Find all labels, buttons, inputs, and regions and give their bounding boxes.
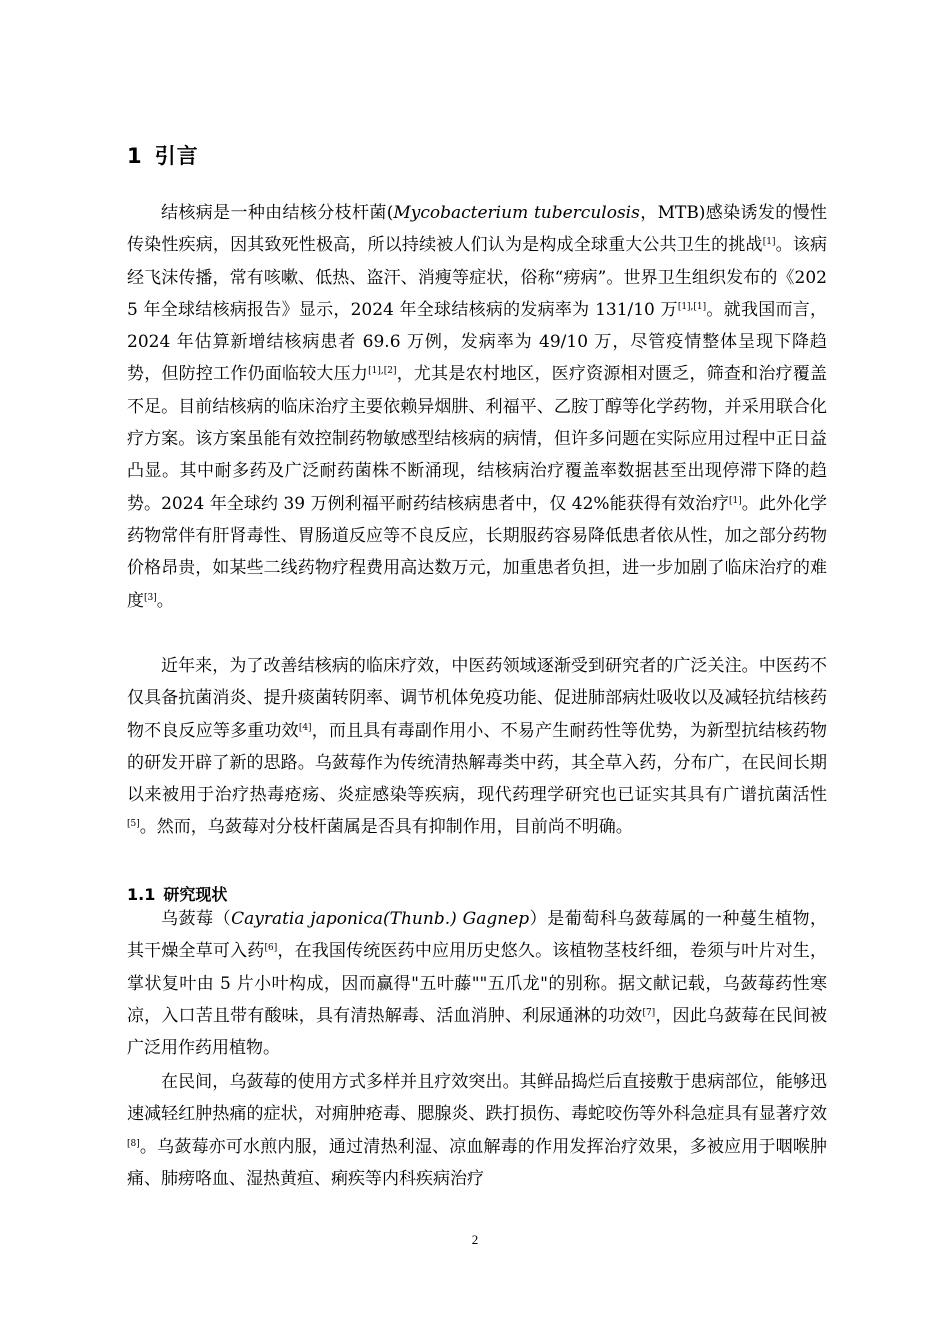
page-number: 2	[471, 1232, 479, 1247]
paragraph-intro	[127, 197, 827, 617]
text-run: ，尤其是农村地区，医疗资源相对匮乏，筛查和治疗覆盖不足。目前结核病的临床治疗主要依赖异烟肼、利福平、乙胺丁醇等化学药物，并采用联合化疗方案。该方案虽能有效控制药物敏感型结核病的病情，但许多问题在实际应用过程中正日益凸显。其中耐多药及广泛耐药菌株不断涌现，结核病治疗覆盖率数据甚至出现停滞下降的趋势。2024 年全球约 39 万例利福平耐药结核病患者中，仅 42%能获得有效治疗	[127, 364, 828, 514]
text-run: 结核病是一种由结核分枝杆菌(	[161, 203, 394, 223]
section-number: 1	[127, 144, 143, 168]
paragraph-plant	[127, 903, 827, 1064]
subsection-title: 研究现状	[163, 885, 228, 904]
citation: [8]	[127, 1138, 140, 1149]
text-run: 。乌蔹莓亦可水煎内服，通过清热利湿、凉血解毒的作用发挥治疗效果，多被应用于咽喉肿痛、肺痨咯血、湿热黄疸、痢疾等内科疾病治疗	[127, 1136, 827, 1189]
text-run: 在民间，乌蔹莓的使用方式多样并且疗效突出。其鲜品捣烂后直接敷于患病部位，能够迅速减轻红肿热痛的症状，对痈肿疮毒、腮腺炎、跌打损伤、毒蛇咬伤等外科急症具有显著疗效	[127, 1072, 827, 1125]
text-run: 。该病经飞沫传播，常有咳嗽、低热、盗汗、消瘦等症状，俗称“痨病”。世界卫生组织发布的《2025 年全球结核病报告》显示，2024 年全球结核病的发病率为 131/10 万	[127, 235, 828, 320]
citation: [1]	[729, 495, 742, 506]
text-run: 。然而，乌蔹莓对分枝杆菌属是否具有抑制作用，目前尚不明确。	[139, 817, 633, 838]
text-run: 。就我国而言，2024 年估算新增结核病患者 69.6 万例，发病率为 49/10 万，尽管疫情整体呈现下降趋势，但防控工作仍面临较大压力	[127, 299, 827, 385]
paragraph-folk-use	[127, 1066, 827, 1195]
text-run: 。	[156, 590, 174, 611]
text-run: ，在我国传统医药中应用历史悠久。该植物茎枝纤细，卷须与叶片对生，掌状复叶由 5 片小叶构成，因而赢得"五叶藤""五爪龙"的别称。据文献记载，乌蔹莓药性寒凉，入口苦且带有酸味，具有清热解毒、活血消肿、利尿通淋的功效	[127, 941, 828, 1026]
citation: [5]	[127, 819, 140, 830]
species-name: Cayratia japonica(Thunb.) Gagnep	[231, 909, 530, 929]
text-run: ，而且具有毒副作用小、不易产生耐药性等优势，为新型抗结核药物的研发开辟了新的思路。乌蔹莓作为传统清热解毒类中药，其全草入药，分布广，在民间长期以来被用于治疗热毒疮疡、炎症感染等疾病，现代药理学研究也已证实其具有广谱抗菌活性	[127, 720, 827, 806]
text-run: ）是葡萄科乌蔹莓属的一种蔓生植物，其干燥全草可入药	[127, 909, 828, 962]
subsection-heading	[127, 882, 227, 905]
text-run: 近年来，为了改善结核病的临床疗效，中医药领域逐渐受到研究者的广泛关注。中医药不仅具备抗菌消炎、提升痰菌转阴率、调节机体免疫功能、促进肺部病灶吸收以及减轻抗结核药物不良反应等多重功效	[127, 656, 827, 741]
citation: [7]	[642, 1007, 656, 1018]
citation: [1],[1]	[677, 301, 707, 312]
paragraph-tcm	[127, 650, 827, 844]
text-run: 乌蔹莓（	[161, 909, 232, 929]
text-run: 。此外化学药物常伴有肝肾毒性、胃肠道反应等不良反应，长期服药容易降低患者依从性，加之部分药物价格昂贵，如某些二线药物疗程费用高达数万元，加重患者负担，进一步加剧了临床治疗的难度	[127, 493, 828, 611]
citation: [6]	[264, 943, 278, 954]
citation: [4]	[298, 722, 312, 733]
text-run: ，MTB)感染诱发的慢性传染性疾病，因其致死性极高，所以持续被人们认为是构成全球重大公共卫生的挑战	[127, 203, 827, 256]
citation: [1],[2]	[368, 366, 397, 377]
species-name: Mycobacterium tuberculosis	[393, 203, 640, 223]
citation: [1]	[762, 237, 776, 248]
section-heading	[127, 140, 199, 170]
text-run: ，因此乌蔹莓在民间被广泛用作药用植物。	[127, 1005, 827, 1059]
section-title: 引言	[154, 144, 199, 168]
subsection-number: 1.1	[127, 885, 156, 904]
citation: [3]	[144, 592, 157, 603]
